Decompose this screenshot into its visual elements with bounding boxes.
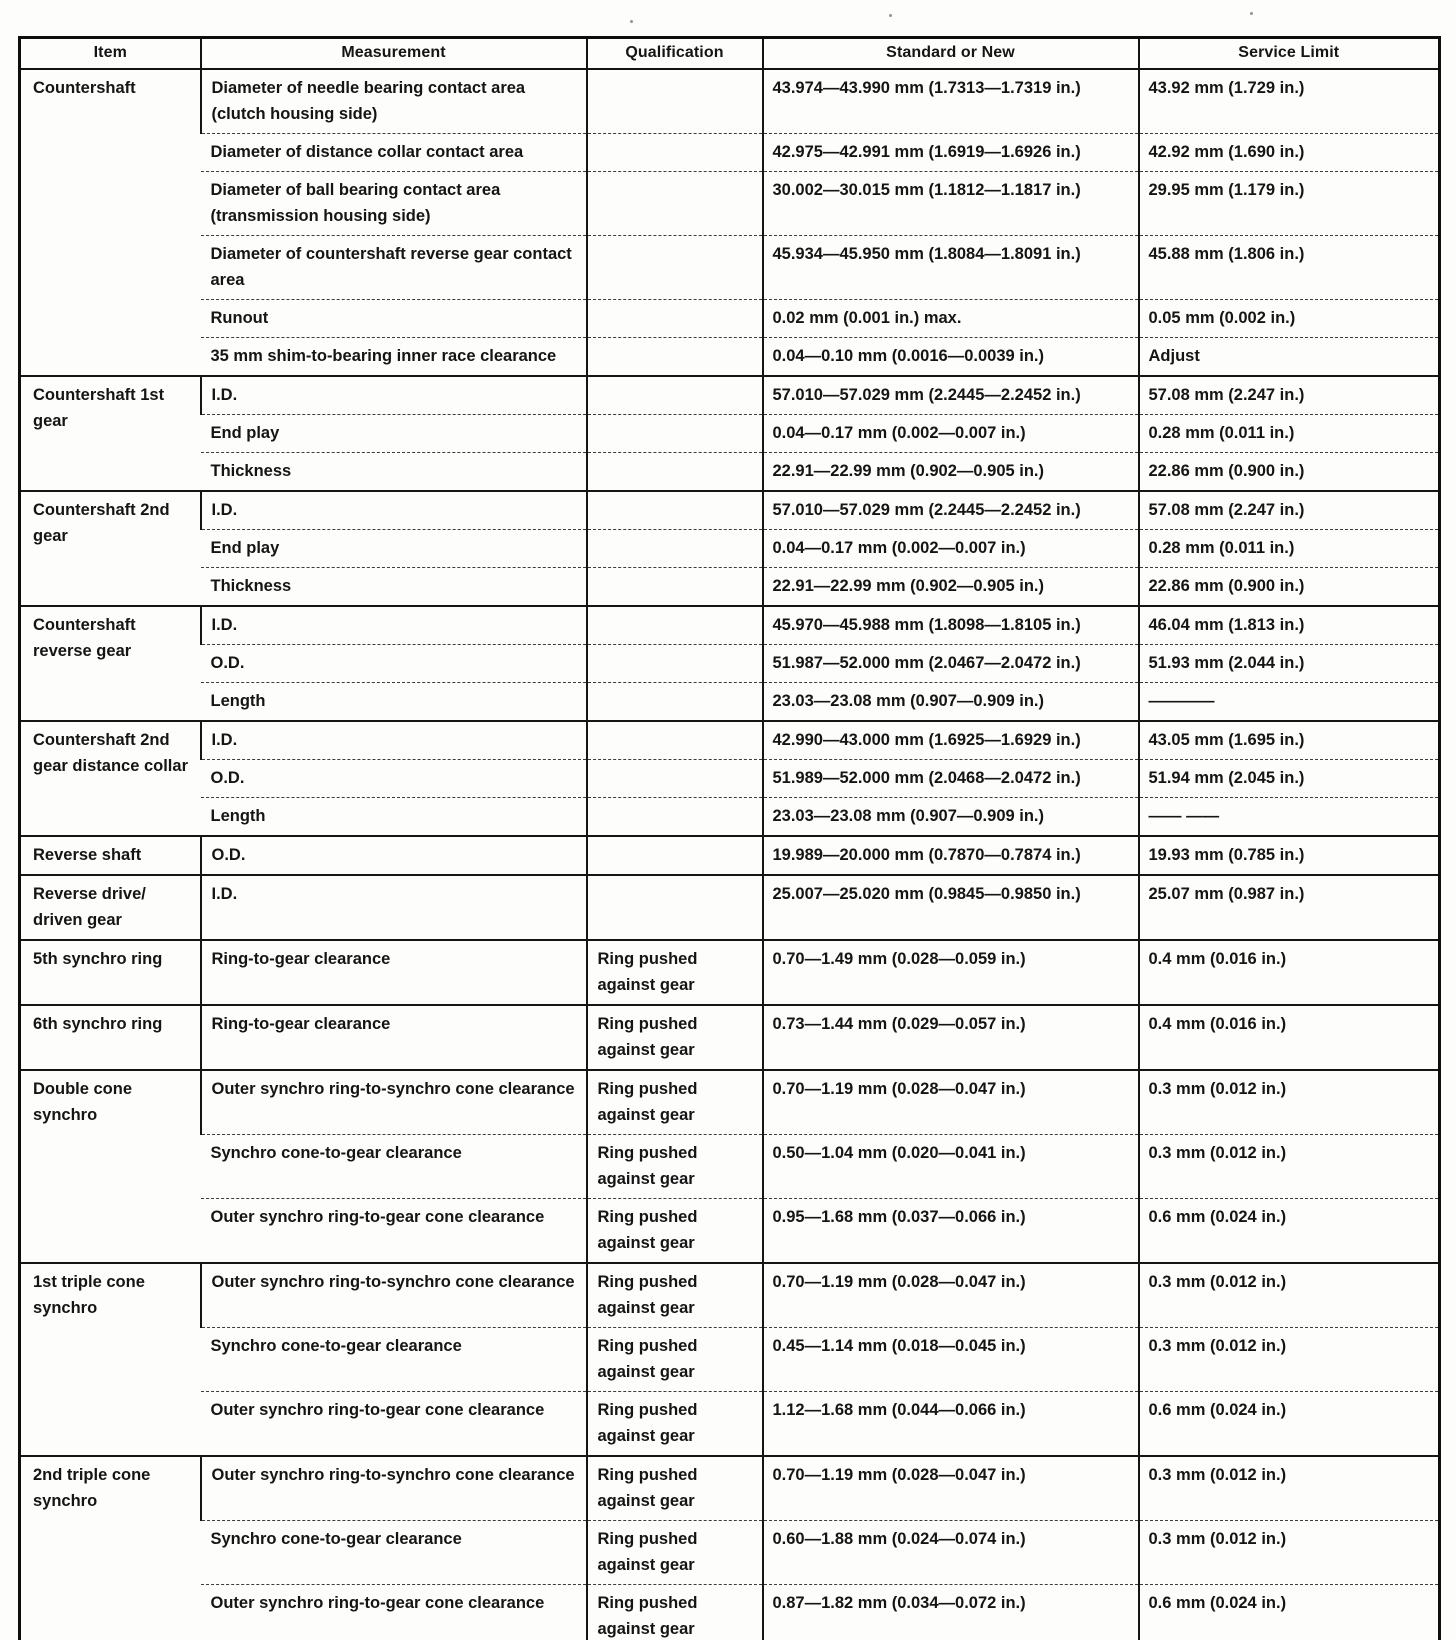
measurement-cell: Synchro cone-to-gear clearance (201, 1135, 587, 1199)
service-limit-cell: 0.3 mm (0.012 in.) (1139, 1263, 1440, 1328)
table-row (20, 645, 1440, 683)
standard-cell: 51.989—52.000 mm (2.0468—2.0472 in.) (763, 760, 1139, 798)
item-cell: Double cone synchro (33, 1080, 133, 1124)
standard-cell: 0.70—1.19 mm (0.028—0.047 in.) (763, 1456, 1139, 1521)
qualification-cell (587, 453, 763, 492)
service-limit-cell: 0.05 mm (0.002 in.) (1139, 300, 1440, 338)
measurement-cell: Synchro cone-to-gear clearance (201, 1521, 587, 1585)
qualification-cell: Ring pushed against gear (587, 1005, 763, 1070)
scan-speck (1250, 12, 1253, 15)
standard-cell: 0.60—1.88 mm (0.024—0.074 in.) (763, 1521, 1139, 1585)
standard-cell: 42.990—43.000 mm (1.6925—1.6929 in.) (763, 721, 1139, 760)
standard-cell: 57.010—57.029 mm (2.2445—2.2452 in.) (763, 491, 1139, 530)
measurement-cell: Thickness (201, 568, 587, 607)
measurement-cell: Diameter of distance collar contact area (201, 134, 587, 172)
table-row (20, 236, 1440, 300)
table-row (20, 1521, 1440, 1585)
item-cell: 6th synchro ring (33, 1015, 163, 1033)
measurement-cell: End play (201, 415, 587, 453)
table-row (20, 415, 1440, 453)
qualification-cell: Ring pushed against gear (587, 1135, 763, 1199)
service-limit-cell: 45.88 mm (1.806 in.) (1139, 236, 1440, 300)
service-limit-cell: 0.6 mm (0.024 in.) (1139, 1199, 1440, 1264)
table-row (20, 1135, 1440, 1199)
standard-cell: 45.934—45.950 mm (1.8084—1.8091 in.) (763, 236, 1139, 300)
table-header (20, 38, 1440, 70)
measurement-cell: Length (201, 798, 587, 837)
qualification-cell: Ring pushed against gear (587, 1328, 763, 1392)
qualification-cell (587, 69, 763, 134)
item-cell: Countershaft reverse gear (33, 616, 136, 660)
qualification-cell: Ring pushed against gear (587, 1199, 763, 1264)
standard-cell: 23.03—23.08 mm (0.907—0.909 in.) (763, 683, 1139, 722)
item-cell: 1st triple cone synchro (33, 1273, 145, 1317)
service-limit-cell: 43.92 mm (1.729 in.) (1139, 69, 1440, 134)
qualification-cell (587, 875, 763, 940)
service-limit-cell: 51.93 mm (2.044 in.) (1139, 645, 1440, 683)
service-limit-cell: 0.3 mm (0.012 in.) (1139, 1328, 1440, 1392)
measurement-cell: O.D. (201, 836, 587, 875)
table-row (20, 1585, 1440, 1640)
service-limit-cell: 0.28 mm (0.011 in.) (1139, 530, 1440, 568)
item-group (20, 875, 1440, 940)
qualification-cell (587, 568, 763, 607)
service-limit-cell: 19.93 mm (0.785 in.) (1139, 836, 1440, 875)
measurement-cell: Outer synchro ring-to-gear cone clearance (201, 1392, 587, 1457)
item-group (20, 1070, 1440, 1263)
qualification-cell (587, 721, 763, 760)
measurement-cell: O.D. (201, 760, 587, 798)
standard-cell: 22.91—22.99 mm (0.902—0.905 in.) (763, 568, 1139, 607)
measurement-cell: Outer synchro ring-to-gear cone clearance (201, 1585, 587, 1640)
table-row (20, 134, 1440, 172)
measurement-cell: Outer synchro ring-to-synchro cone clearance (201, 1263, 587, 1328)
service-limit-cell: 22.86 mm (0.900 in.) (1139, 453, 1440, 492)
service-limit-cell: Adjust (1139, 338, 1440, 377)
table-row (20, 300, 1440, 338)
measurement-cell: Diameter of countershaft reverse gear contact area (201, 236, 587, 300)
item-cell: Reverse shaft (33, 846, 142, 864)
item-group (20, 491, 1440, 606)
service-limit-cell: 0.3 mm (0.012 in.) (1139, 1521, 1440, 1585)
qualification-cell: Ring pushed against gear (587, 940, 763, 1005)
table-row (20, 1456, 1440, 1521)
scan-speck (889, 14, 892, 17)
service-limit-cell: 57.08 mm (2.247 in.) (1139, 376, 1440, 415)
measurement-cell: I.D. (201, 606, 587, 645)
qualification-cell (587, 491, 763, 530)
measurement-cell: Length (201, 683, 587, 722)
spec-table (18, 36, 1441, 1640)
table-row (20, 721, 1440, 760)
service-limit-cell: 0.6 mm (0.024 in.) (1139, 1392, 1440, 1457)
measurement-cell: Diameter of needle bearing contact area (clutch housing side) (201, 69, 587, 134)
column-header: Service Limit (1139, 38, 1440, 70)
standard-cell: 0.87—1.82 mm (0.034—0.072 in.) (763, 1585, 1139, 1640)
standard-cell: 0.45—1.14 mm (0.018—0.045 in.) (763, 1328, 1139, 1392)
standard-cell: 23.03—23.08 mm (0.907—0.909 in.) (763, 798, 1139, 837)
standard-cell: 45.970—45.988 mm (1.8098—1.8105 in.) (763, 606, 1139, 645)
table-row (20, 940, 1440, 1005)
column-header: Item (20, 38, 201, 70)
standard-cell: 42.975—42.991 mm (1.6919—1.6926 in.) (763, 134, 1139, 172)
measurement-cell: Thickness (201, 453, 587, 492)
qualification-cell (587, 134, 763, 172)
table-row (20, 1199, 1440, 1264)
qualification-cell: Ring pushed against gear (587, 1392, 763, 1457)
qualification-cell (587, 798, 763, 837)
table-row (20, 453, 1440, 492)
item-group (20, 69, 1440, 376)
table-row (20, 798, 1440, 837)
table-row (20, 875, 1440, 940)
measurement-cell: Ring-to-gear clearance (201, 940, 587, 1005)
service-limit-cell: 42.92 mm (1.690 in.) (1139, 134, 1440, 172)
item-group (20, 836, 1440, 875)
qualification-cell (587, 530, 763, 568)
measurement-cell: I.D. (201, 721, 587, 760)
column-header: Qualification (587, 38, 763, 70)
measurement-cell: Synchro cone-to-gear clearance (201, 1328, 587, 1392)
standard-cell: 0.04—0.17 mm (0.002—0.007 in.) (763, 415, 1139, 453)
standard-cell: 22.91—22.99 mm (0.902—0.905 in.) (763, 453, 1139, 492)
service-limit-cell: 0.28 mm (0.011 in.) (1139, 415, 1440, 453)
qualification-cell (587, 172, 763, 236)
standard-cell: 57.010—57.029 mm (2.2445—2.2452 in.) (763, 376, 1139, 415)
qualification-cell: Ring pushed against gear (587, 1585, 763, 1640)
standard-cell: 51.987—52.000 mm (2.0467—2.0472 in.) (763, 645, 1139, 683)
measurement-cell: End play (201, 530, 587, 568)
table-row (20, 530, 1440, 568)
standard-cell: 43.974—43.990 mm (1.7313—1.7319 in.) (763, 69, 1139, 134)
item-group (20, 1263, 1440, 1456)
service-limit-cell: 0.6 mm (0.024 in.) (1139, 1585, 1440, 1640)
qualification-cell: Ring pushed against gear (587, 1456, 763, 1521)
service-limit-cell: ———— (1139, 683, 1440, 722)
table-row (20, 1328, 1440, 1392)
item-cell: Countershaft (33, 79, 136, 97)
table-row (20, 1263, 1440, 1328)
standard-cell: 0.70—1.19 mm (0.028—0.047 in.) (763, 1070, 1139, 1135)
measurement-cell: Outer synchro ring-to-synchro cone clearance (201, 1070, 587, 1135)
item-group (20, 721, 1440, 836)
qualification-cell: Ring pushed against gear (587, 1070, 763, 1135)
item-cell: Countershaft 2nd gear (33, 501, 170, 545)
item-cell: Reverse drive/ driven gear (33, 885, 146, 929)
service-limit-cell: 57.08 mm (2.247 in.) (1139, 491, 1440, 530)
table-row (20, 760, 1440, 798)
standard-cell: 0.95—1.68 mm (0.037—0.066 in.) (763, 1199, 1139, 1264)
qualification-cell (587, 415, 763, 453)
service-limit-cell: 0.3 mm (0.012 in.) (1139, 1070, 1440, 1135)
table-row (20, 1005, 1440, 1070)
measurement-cell: I.D. (201, 875, 587, 940)
qualification-cell (587, 606, 763, 645)
qualification-cell (587, 236, 763, 300)
table-row (20, 491, 1440, 530)
measurement-cell: 35 mm shim-to-bearing inner race clearance (201, 338, 587, 377)
service-limit-cell: 0.4 mm (0.016 in.) (1139, 1005, 1440, 1070)
item-cell: 5th synchro ring (33, 950, 163, 968)
qualification-cell: Ring pushed against gear (587, 1263, 763, 1328)
table-row (20, 683, 1440, 722)
table-row (20, 836, 1440, 875)
standard-cell: 25.007—25.020 mm (0.9845—0.9850 in.) (763, 875, 1139, 940)
standard-cell: 0.73—1.44 mm (0.029—0.057 in.) (763, 1005, 1139, 1070)
service-limit-cell: 51.94 mm (2.045 in.) (1139, 760, 1440, 798)
qualification-cell (587, 760, 763, 798)
qualification-cell (587, 645, 763, 683)
standard-cell: 0.70—1.19 mm (0.028—0.047 in.) (763, 1263, 1139, 1328)
service-limit-cell: 0.4 mm (0.016 in.) (1139, 940, 1440, 1005)
item-cell: Countershaft 2nd gear distance collar (33, 731, 188, 775)
column-header: Standard or New (763, 38, 1139, 70)
measurement-cell: Outer synchro ring-to-synchro cone clearance (201, 1456, 587, 1521)
service-limit-cell: 29.95 mm (1.179 in.) (1139, 172, 1440, 236)
table-row (20, 172, 1440, 236)
measurement-cell: Ring-to-gear clearance (201, 1005, 587, 1070)
item-group (20, 1005, 1440, 1070)
measurement-cell: O.D. (201, 645, 587, 683)
standard-cell: 0.04—0.10 mm (0.0016—0.0039 in.) (763, 338, 1139, 377)
standard-cell: 0.50—1.04 mm (0.020—0.041 in.) (763, 1135, 1139, 1199)
measurement-cell: Diameter of ball bearing contact area (transmission housing side) (201, 172, 587, 236)
measurement-cell: Runout (201, 300, 587, 338)
measurement-cell: I.D. (201, 376, 587, 415)
scan-speck (630, 20, 633, 23)
item-group (20, 940, 1440, 1005)
qualification-cell (587, 836, 763, 875)
service-limit-cell: 25.07 mm (0.987 in.) (1139, 875, 1440, 940)
item-group (20, 606, 1440, 721)
table-row (20, 1070, 1440, 1135)
standard-cell: 0.04—0.17 mm (0.002—0.007 in.) (763, 530, 1139, 568)
service-limit-cell: 0.3 mm (0.012 in.) (1139, 1135, 1440, 1199)
table-row (20, 568, 1440, 607)
standard-cell: 0.02 mm (0.001 in.) max. (763, 300, 1139, 338)
qualification-cell (587, 376, 763, 415)
standard-cell: 0.70—1.49 mm (0.028—0.059 in.) (763, 940, 1139, 1005)
standard-cell: 30.002—30.015 mm (1.1812—1.1817 in.) (763, 172, 1139, 236)
standard-cell: 19.989—20.000 mm (0.7870—0.7874 in.) (763, 836, 1139, 875)
service-limit-cell: 0.3 mm (0.012 in.) (1139, 1456, 1440, 1521)
item-cell: 2nd triple cone synchro (33, 1466, 151, 1510)
qualification-cell (587, 300, 763, 338)
qualification-cell (587, 338, 763, 377)
service-limit-cell: 22.86 mm (0.900 in.) (1139, 568, 1440, 607)
column-header: Measurement (201, 38, 587, 70)
qualification-cell (587, 683, 763, 722)
header-row (20, 38, 1440, 70)
service-limit-cell: 46.04 mm (1.813 in.) (1139, 606, 1440, 645)
item-cell: Countershaft 1st gear (33, 386, 165, 430)
item-group (20, 376, 1440, 491)
standard-cell: 1.12—1.68 mm (0.044—0.066 in.) (763, 1392, 1139, 1457)
item-group (20, 1456, 1440, 1640)
table-row (20, 1392, 1440, 1457)
measurement-cell: Outer synchro ring-to-gear cone clearance (201, 1199, 587, 1264)
service-limit-cell: —— —— (1139, 798, 1440, 837)
qualification-cell: Ring pushed against gear (587, 1521, 763, 1585)
table-row (20, 69, 1440, 134)
table-row (20, 606, 1440, 645)
table-row (20, 338, 1440, 377)
measurement-cell: I.D. (201, 491, 587, 530)
service-limit-cell: 43.05 mm (1.695 in.) (1139, 721, 1440, 760)
table-row (20, 376, 1440, 415)
